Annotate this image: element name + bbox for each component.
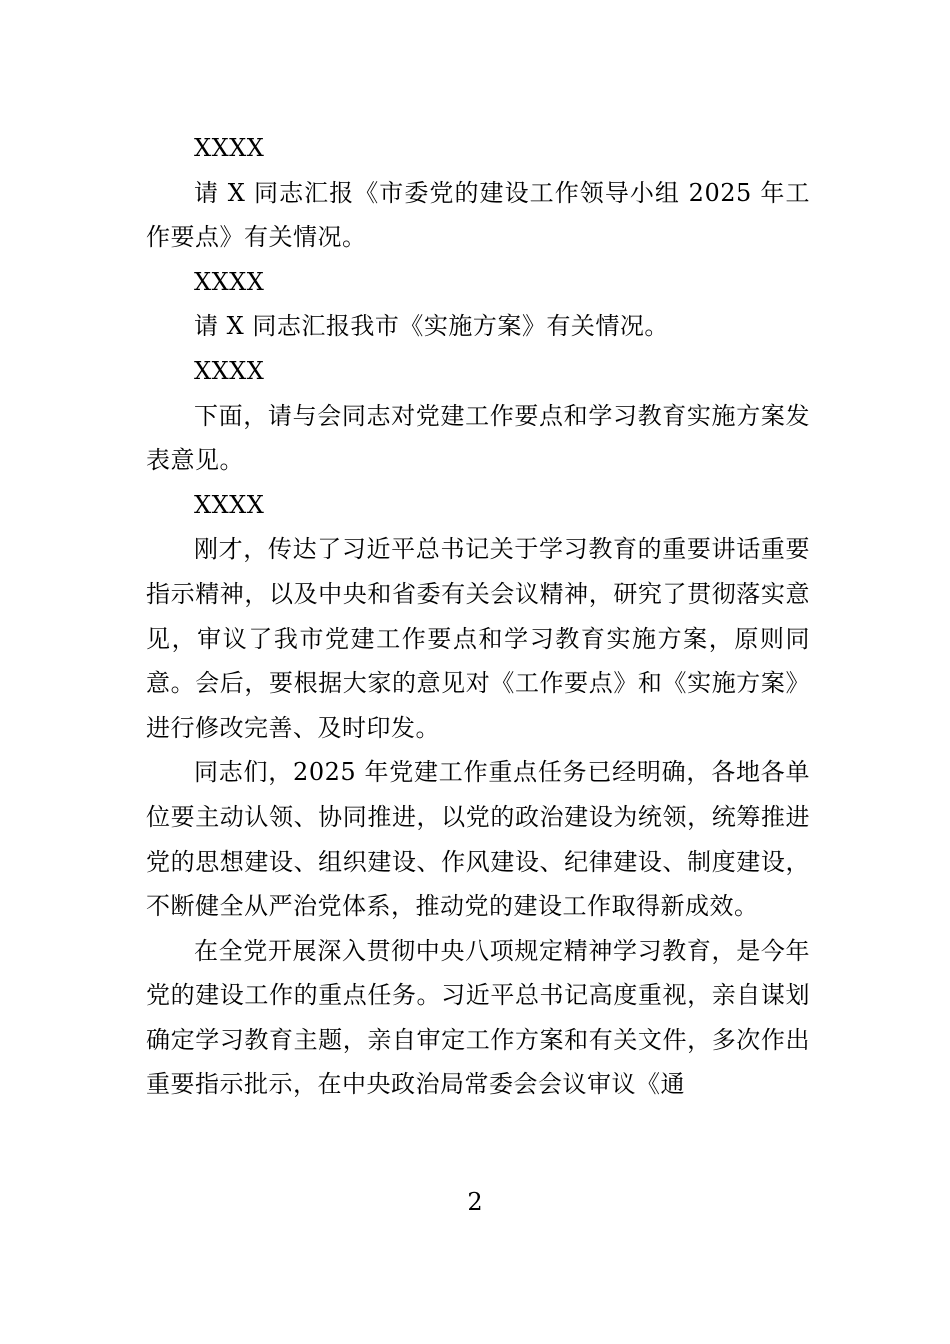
paragraph: 刚才，传达了习近平总书记关于学习教育的重要讲话重要指示精神，以及中央和省委有关会议精神，研究了贯彻落实意见，审议了我市党建工作要点和学习教育实施方案，原则同意。会后，要根据大家的意见对《工作要点》和《实施方案》进行修改完善、及时印发。 <box>146 535 810 742</box>
paragraph: 下面，请与会同志对党建工作要点和学习教育实施方案发表意见。 <box>146 401 810 475</box>
paragraph: 请 X 同志汇报《市委党的建设工作领导小组 2025 年工作要点》有关情况。 <box>146 178 810 252</box>
speaker-marker: XXXX <box>194 267 265 296</box>
document-body <box>146 126 810 1107</box>
speaker-marker: XXXX <box>194 490 265 519</box>
paragraph: 同志们，2025 年党建工作重点任务已经明确，各地各单位要主动认领、协同推进，以党的政治建设为统领，统筹推进党的思想建设、组织建设、作风建设、纪律建设、制度建设，不断健全从严治党体系，推动党的建设工作取得新成效。 <box>146 758 810 921</box>
page-number: 2 <box>467 1188 483 1216</box>
speaker-marker: XXXX <box>194 134 265 162</box>
paragraph: 请 X 同志汇报我市《实施方案》有关情况。 <box>194 312 669 341</box>
speaker-marker: XXXX <box>194 356 265 385</box>
paragraph: 在全党开展深入贯彻中央八项规定精神学习教育，是今年党的建设工作的重点任务。习近平总书记高度重视，亲自谋划确定学习教育主题，亲自审定工作方案和有关文件，多次作出重要指示批示，在中央政治局常委会会议审议《通 <box>146 936 810 1099</box>
